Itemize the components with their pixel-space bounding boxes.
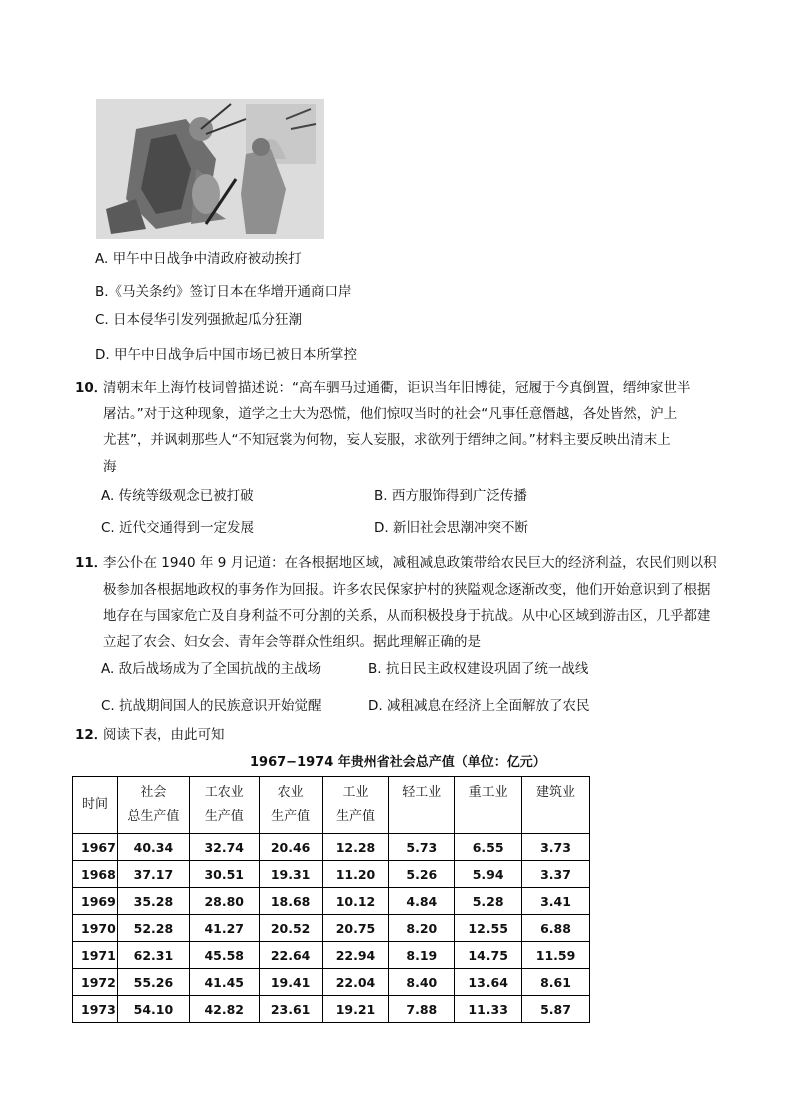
table-cell: 42.82: [189, 996, 259, 1023]
table-cell: 41.27: [189, 915, 259, 942]
table-cell: 23.61: [259, 996, 322, 1023]
header-label: 轻工业: [402, 785, 442, 800]
table-cell: 40.34: [117, 834, 189, 861]
table-cell: 12.28: [322, 834, 389, 861]
table-cell: 20.46: [259, 834, 322, 861]
table-cell: 20.75: [322, 915, 389, 942]
table-row: [73, 834, 590, 861]
table-cell: 52.28: [117, 915, 189, 942]
q11-stem-line-4: 立起了农会、妇女会、青年会等群众性组织。据此理解正确的是: [103, 634, 481, 650]
table-cell: 1973: [73, 996, 118, 1023]
q9-option-c: C. 日本侵华引发列强掀起瓜分狂潮: [95, 312, 303, 328]
q11-option-a: A. 敌后战场成为了全国抗战的主战场: [101, 661, 322, 677]
table-header-row: [73, 777, 590, 834]
table-cell: 28.80: [189, 888, 259, 915]
cartoon-illustration: [96, 99, 324, 239]
table-cell: 11.20: [322, 861, 389, 888]
table-caption: 1967−1974 年贵州省社会总产值（单位：亿元）: [250, 755, 546, 770]
header-light-industry: [389, 777, 455, 834]
table-cell: 20.52: [259, 915, 322, 942]
table-cell: 1972: [73, 969, 118, 996]
q11-number: 11．: [75, 555, 108, 571]
q11-stem-line-3: 地存在与国家危亡及自身利益不可分割的关系，从而积极投身于抗战。从中心区域到游击区，几乎都建: [103, 608, 711, 624]
q10-option-c: C. 近代交通得到一定发展: [101, 520, 255, 536]
table-cell: 11.59: [522, 942, 590, 969]
header-label: 建筑业: [536, 785, 576, 800]
table-cell: 12.55: [455, 915, 522, 942]
q10-stem-line-2: 屠沽。”对于这种现象，道学之士大为恐慌，他们惊叹当时的社会“凡事任意僭越，各处皆然，沪上: [103, 406, 678, 422]
header-label-line-2: 总生产值: [127, 809, 180, 824]
q11-option-d: D. 减租减息在经济上全面解放了农民: [368, 698, 590, 714]
header-label-line-1: 社会: [140, 785, 167, 800]
table-cell: 5.94: [455, 861, 522, 888]
table-cell: 5.26: [389, 861, 455, 888]
q12-number: 12．: [75, 727, 108, 743]
header-label-line-1: 农业: [277, 785, 304, 800]
header-label-line-2: 生产值: [271, 809, 311, 824]
table-cell: 5.28: [455, 888, 522, 915]
header-industry: [322, 777, 389, 834]
table-cell: 1970: [73, 915, 118, 942]
table-cell: 11.33: [455, 996, 522, 1023]
table-cell: 37.17: [117, 861, 189, 888]
table-cell: 55.26: [117, 969, 189, 996]
table-cell: 1968: [73, 861, 118, 888]
table-cell: 14.75: [455, 942, 522, 969]
table-cell: 19.21: [322, 996, 389, 1023]
table-cell: 3.37: [522, 861, 590, 888]
table-cell: 7.88: [389, 996, 455, 1023]
table-cell: 8.20: [389, 915, 455, 942]
gdp-table: [72, 776, 590, 1023]
table-cell: 4.84: [389, 888, 455, 915]
table-row: [73, 861, 590, 888]
table-cell: 3.41: [522, 888, 590, 915]
table-cell: 19.41: [259, 969, 322, 996]
header-construction: [522, 777, 590, 834]
q11-stem-line-1: 李公仆在 1940 年 9 月记道：在各根据地区域，减租减息政策带给农民巨大的经济利益，农民们则以积: [103, 555, 717, 571]
q10-option-d: D. 新旧社会思潮冲突不断: [374, 520, 528, 536]
header-time-label: 时间: [81, 797, 108, 812]
header-industry-agriculture: [189, 777, 259, 834]
header-label-line-2: 生产值: [335, 809, 375, 824]
q10-number: 10．: [75, 380, 108, 396]
q9-option-d: D. 甲午中日战争后中国市场已被日本所掌控: [95, 347, 357, 363]
table-row: [73, 942, 590, 969]
table-cell: 3.73: [522, 834, 590, 861]
table-cell: 19.31: [259, 861, 322, 888]
table-cell: 8.40: [389, 969, 455, 996]
q10-option-a: A. 传统等级观念已被打破: [101, 488, 254, 504]
table-cell: 35.28: [117, 888, 189, 915]
table-cell: 5.87: [522, 996, 590, 1023]
table-cell: 1969: [73, 888, 118, 915]
table-cell: 6.88: [522, 915, 590, 942]
table-cell: 22.04: [322, 969, 389, 996]
table-cell: 18.68: [259, 888, 322, 915]
q9-option-a: A. 甲午中日战争中清政府被动挨打: [95, 251, 302, 267]
table-cell: 6.55: [455, 834, 522, 861]
header-label-line-2: 生产值: [204, 809, 244, 824]
table-cell: 32.74: [189, 834, 259, 861]
table-row: [73, 996, 590, 1023]
q10-option-b: B. 西方服饰得到广泛传播: [374, 488, 527, 504]
table-row: [73, 969, 590, 996]
q11-option-c: C. 抗战期间国人的民族意识开始觉醒: [101, 698, 322, 714]
q10-stem-line-1: 清朝末年上海竹枝词曾描述说：“高车驷马过通衢，讵识当年旧博徒，冠履于今真倒置，缙绅家世半: [103, 380, 691, 396]
q11-option-b: B. 抗日民主政权建设巩固了统一战线: [368, 661, 589, 677]
table-cell: 41.45: [189, 969, 259, 996]
table-cell: 45.58: [189, 942, 259, 969]
table-cell: 10.12: [322, 888, 389, 915]
q10-stem-line-3: 尤甚”，并讽刺那些人“不知冠裳为何物，妄人妄服，求欲列于缙绅之间。”材料主要反映出清末上: [103, 432, 671, 448]
table-cell: 62.31: [117, 942, 189, 969]
table-cell: 22.94: [322, 942, 389, 969]
table-cell: 13.64: [455, 969, 522, 996]
table-row: [73, 888, 590, 915]
table-cell: 1967: [73, 834, 118, 861]
q11-stem-line-2: 极参加各根据地政权的事务作为回报。许多农民保家护村的狭隘观念逐渐改变，他们开始意识到了根据: [103, 582, 711, 598]
table-cell: 54.10: [117, 996, 189, 1023]
header-heavy-industry: [455, 777, 522, 834]
header-time: [73, 777, 118, 834]
table-row: [73, 915, 590, 942]
q9-option-b: B.《马关条约》签订日本在华增开通商口岸: [95, 284, 352, 300]
header-label: 重工业: [468, 785, 508, 800]
table-cell: 8.61: [522, 969, 590, 996]
header-label-line-1: 工农业: [204, 785, 244, 800]
header-agriculture: [259, 777, 322, 834]
header-total-output: [117, 777, 189, 834]
table-cell: 8.19: [389, 942, 455, 969]
table-cell: 22.64: [259, 942, 322, 969]
table-cell: 30.51: [189, 861, 259, 888]
q10-stem-line-4: 海: [103, 459, 117, 475]
q12-stem: 阅读下表，由此可知: [103, 727, 225, 743]
table-cell: 5.73: [389, 834, 455, 861]
table-cell: 1971: [73, 942, 118, 969]
header-label-line-1: 工业: [342, 785, 369, 800]
